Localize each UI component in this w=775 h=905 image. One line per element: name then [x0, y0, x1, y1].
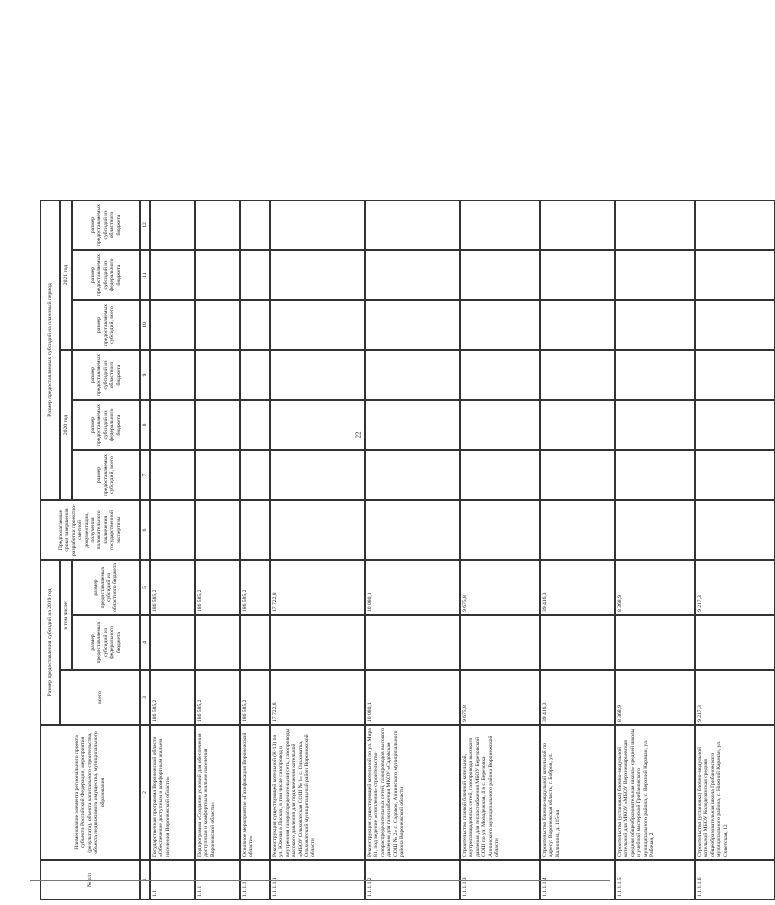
- row-fed: [460, 615, 540, 670]
- row-name: Реконструкция существующей котельной по ул. Мира 81, под ведение «отопления» строительство газораспределительных сетей, газопроводов высокого давления для газоснабжения МКОУ «Садовская СОШ № 2» с. Садовое, Аннинского муниципального района Воронежской области: [365, 725, 460, 860]
- header-total: всего: [60, 670, 140, 725]
- row-empty-cell: [195, 450, 240, 500]
- header-future: Размер предоставляемых субсидий на плановый период: [40, 200, 60, 500]
- row-total: 8 368,9: [615, 670, 695, 725]
- row-fed: [240, 615, 270, 670]
- row-empty-cell: [270, 450, 365, 500]
- subsidy-table: [40, 40, 729, 900]
- row-empty-cell: [695, 200, 775, 250]
- row-empty-cell: [540, 350, 615, 400]
- header-sub-3: размер предоставляемых субсидий из областного бюджета: [72, 350, 140, 400]
- row-empty-cell: [615, 400, 695, 450]
- row-empty-cell: [150, 500, 195, 560]
- row-empty-cell: [615, 450, 695, 500]
- row-empty-cell: [270, 200, 365, 250]
- row-empty-cell: [540, 300, 615, 350]
- col-number-6: 6: [140, 500, 150, 560]
- row-reg: 9 675,8: [460, 560, 540, 615]
- row-empty-cell: [270, 400, 365, 450]
- col-number-4: 4: [140, 615, 150, 670]
- row-reg: 186 585,2: [150, 560, 195, 615]
- page-number: 22: [354, 431, 363, 439]
- header-2021: 2021 год: [60, 200, 72, 350]
- row-empty-cell: [150, 450, 195, 500]
- row-total: 9 217,3: [695, 670, 775, 725]
- header-reg: размер предоставляемых субсидий из областного бюджета: [72, 560, 140, 615]
- row-empty-cell: [240, 300, 270, 350]
- row-empty-cell: [615, 500, 695, 560]
- row-empty-cell: [150, 350, 195, 400]
- row-empty-cell: [240, 400, 270, 450]
- row-empty-cell: [240, 250, 270, 300]
- row-empty-cell: [365, 500, 460, 560]
- row-empty-cell: [695, 350, 775, 400]
- row-id: 1.1.1: [195, 860, 240, 900]
- row-empty-cell: [615, 250, 695, 300]
- row-empty-cell: [365, 250, 460, 300]
- row-total: 186 585,2: [240, 670, 270, 725]
- row-empty-cell: [240, 500, 270, 560]
- row-id: 1.1: [150, 860, 195, 900]
- row-empty-cell: [540, 400, 615, 450]
- row-reg: 17 722,8: [270, 560, 365, 615]
- row-name: Государственная программа Воронежской области «Обеспечение доступным и комфортным жильем населения Воронежской области»: [150, 725, 195, 860]
- col-number-7: 7: [140, 450, 150, 500]
- row-name: Строительство (установка) блочно-модульной котельной МБОУ Колодезянская средняя общеобразовательная школа Грибановского муниципального района, с. Нижний Карачан, ул. Советская, 12: [695, 725, 775, 860]
- row-empty-cell: [365, 300, 460, 350]
- row-empty-cell: [540, 200, 615, 250]
- row-id: 1.1.1.1.4: [540, 860, 615, 900]
- row-fed: [365, 615, 460, 670]
- row-reg: 9 217,3: [695, 560, 775, 615]
- row-empty-cell: [150, 400, 195, 450]
- col-number-3: 3: [140, 670, 150, 725]
- col-number-2: 2: [140, 725, 150, 860]
- row-empty-cell: [365, 200, 460, 250]
- row-empty-cell: [460, 350, 540, 400]
- row-total: 39 416,3: [540, 670, 615, 725]
- row-empty-cell: [150, 250, 195, 300]
- row-empty-cell: [240, 350, 270, 400]
- row-id: 1.1.1.1.5: [615, 860, 695, 900]
- header-deadline: Предполагаемые сроки завершения разработки проектно-сметной документации, получения положительного заключения государственной экспертизы: [40, 500, 140, 560]
- row-empty-cell: [270, 350, 365, 400]
- col-number-10: 10: [140, 300, 150, 350]
- row-empty-cell: [615, 200, 695, 250]
- row-empty-cell: [195, 250, 240, 300]
- row-reg: 186 585,2: [240, 560, 270, 615]
- row-reg: 186 585,2: [195, 560, 240, 615]
- row-empty-cell: [460, 250, 540, 300]
- col-number-9: 9: [140, 350, 150, 400]
- row-id: 1.1.1.1.3: [460, 860, 540, 900]
- row-empty-cell: [695, 250, 775, 300]
- row-id: 1.1.1.1.6: [695, 860, 775, 900]
- row-fed: [695, 615, 775, 670]
- row-fed: [540, 615, 615, 670]
- row-empty-cell: [195, 350, 240, 400]
- row-empty-cell: [615, 300, 695, 350]
- row-reg: 10 080,1: [365, 560, 460, 615]
- row-id: 1.1.1.1.2: [365, 860, 460, 900]
- row-empty-cell: [695, 400, 775, 450]
- row-fed: [270, 615, 365, 670]
- col-number-5: 5: [140, 560, 150, 615]
- col-number-12: 12: [140, 200, 150, 250]
- row-empty-cell: [365, 400, 460, 450]
- row-empty-cell: [540, 450, 615, 500]
- row-empty-cell: [195, 200, 240, 250]
- row-empty-cell: [695, 450, 775, 500]
- row-fed: [615, 615, 695, 670]
- row-name: Строительство газовой блочной котельной, внутриплощадочных сетей, газопровода высокого давления для теплоснабжения МБОУ Березовской СОШ по ул. Молодежная, 4 в с. Березовка Аннинского муниципального района Воронежской области: [460, 725, 540, 860]
- row-reg: 39 416,3: [540, 560, 615, 615]
- header-in-that: в том числе:: [60, 560, 72, 670]
- row-total: 10 080,1: [365, 670, 460, 725]
- row-empty-cell: [270, 250, 365, 300]
- row-id: 1.1.1.1: [240, 860, 270, 900]
- header-sub-2: размер предоставляемых субсидий из федерального бюджета: [72, 400, 140, 450]
- row-empty-cell: [195, 400, 240, 450]
- row-empty-cell: [695, 500, 775, 560]
- header-no: № п/п: [40, 860, 140, 900]
- row-empty-cell: [150, 300, 195, 350]
- header-sub-4: размер предоставляемых субсидий, всего: [72, 300, 140, 350]
- row-total: 9 675,8: [460, 670, 540, 725]
- row-empty-cell: [270, 500, 365, 560]
- row-empty-cell: [460, 200, 540, 250]
- row-total: 17 722,8: [270, 670, 365, 725]
- row-total: 186 585,2: [150, 670, 195, 725]
- row-empty-cell: [540, 250, 615, 300]
- row-empty-cell: [460, 450, 540, 500]
- row-name: Подпрограмма «Создание условий для обеспечения доступным и комфортным жильем населения Воронежской области»: [195, 725, 240, 860]
- row-empty-cell: [460, 300, 540, 350]
- header-sub-1: размер предоставляемых субсидий, всего: [72, 450, 140, 500]
- row-empty-cell: [365, 450, 460, 500]
- header-2020: 2020 год: [60, 350, 72, 500]
- row-name: Строительство (установка) блочно-модульной котельной для МКОУ «МБОУ Верхнемарьевская средняя общеобразовательная школа» средней школы и учебной мастерской Грибановского муниципального района, с. Верхний Карачан, ул. Рабочая, 2: [615, 725, 695, 860]
- footer-line: [30, 880, 610, 881]
- row-total: 186 585,2: [195, 670, 240, 725]
- row-reg: 8 368,9: [615, 560, 695, 615]
- row-empty-cell: [460, 500, 540, 560]
- row-empty-cell: [270, 300, 365, 350]
- row-fed: [150, 615, 195, 670]
- row-empty-cell: [460, 400, 540, 450]
- row-fed: [195, 615, 240, 670]
- header-sub-5: размер предоставляемых субсидий из федерального бюджета: [72, 250, 140, 300]
- row-empty-cell: [195, 500, 240, 560]
- row-name: Реконструкция существующей котельной (К-13) по ул. Южная в Лисках, в том числе газопровод и внутренняя газораспределительная сеть, газопроводы высокого давления для подключения котельной «МБОУ Ольховатская СОШ № 1» с. Ольховатка, Ольховатский муниципальный район Воронежской области: [270, 725, 365, 860]
- header-2019: Размер предоставления субсидий на 2019 год: [40, 560, 60, 725]
- row-id: 1.1.1.1.1: [270, 860, 365, 900]
- row-empty-cell: [540, 500, 615, 560]
- row-empty-cell: [365, 350, 460, 400]
- header-sub-6: размер предоставляемых субсидий из областного бюджета: [72, 200, 140, 250]
- header-fed: размер предоставляемых субсидий из федерального бюджета: [72, 615, 140, 670]
- col-number-8: 8: [140, 400, 150, 450]
- header-name: Наименование элемента регионального проекта субъекта Российской Федерации, мероприятия (результата), объекта капитального строительства, объекта недвижимого имущества, муниципального образования: [40, 725, 140, 860]
- row-empty-cell: [695, 300, 775, 350]
- row-empty-cell: [240, 450, 270, 500]
- row-empty-cell: [195, 300, 240, 350]
- row-name: Основное мероприятие «Газификация Воронежской области»: [240, 725, 270, 860]
- row-name: Строительство блочно-модульной котельной по адресу: Воронежская область, г. Бобров, ул. Калинина, д. 115-ая: [540, 725, 615, 860]
- row-empty-cell: [150, 200, 195, 250]
- col-number-11: 11: [140, 250, 150, 300]
- col-number-1: 1: [140, 860, 150, 900]
- row-empty-cell: [615, 350, 695, 400]
- row-empty-cell: [240, 200, 270, 250]
